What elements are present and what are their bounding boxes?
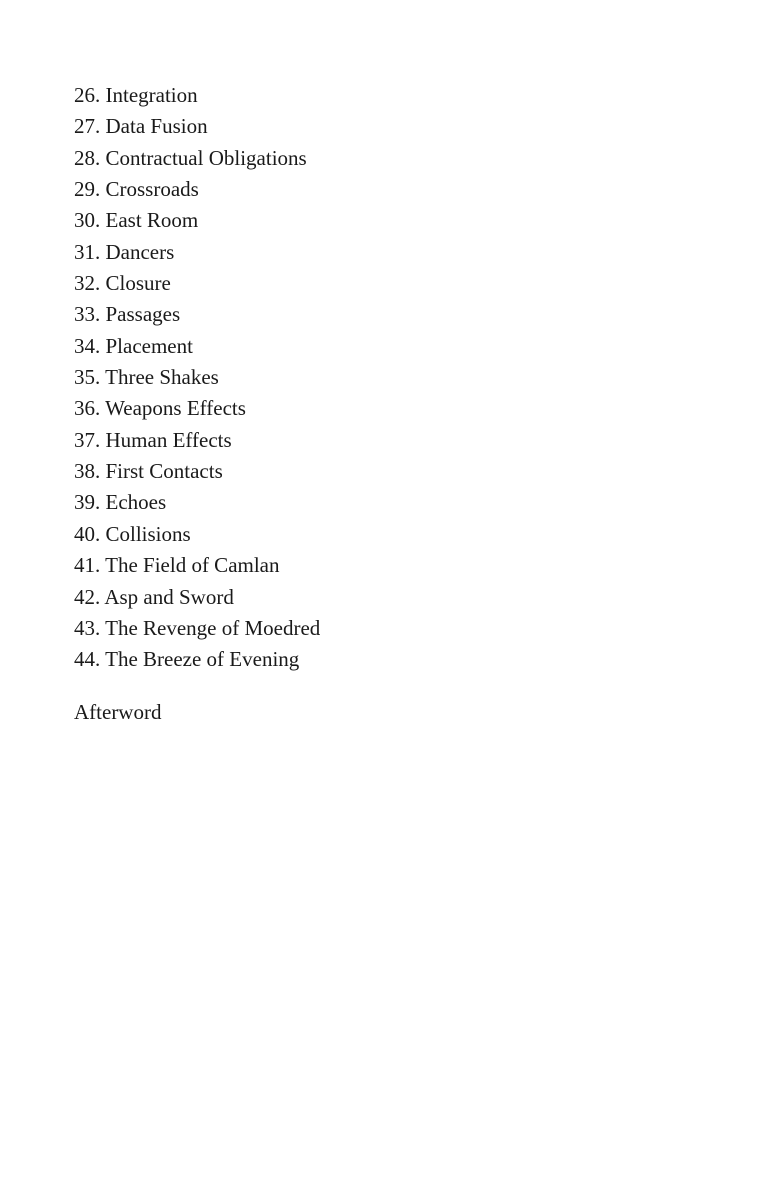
toc-entry: 27. Data Fusion [74, 114, 208, 139]
toc-entry: 26. Integration [74, 83, 198, 107]
toc-entry: 42. Asp and Sword [74, 584, 234, 609]
toc-entry: 38. First Contacts [74, 459, 223, 484]
toc-entry: 41. The Field of Camlan [74, 553, 280, 578]
toc-entry: 30. East Room [74, 208, 199, 233]
toc-entry: 44. The Breeze of Evening [74, 647, 300, 672]
toc-entry: 34. Placement [74, 333, 193, 358]
toc-entry: 28. Contractual Obligations [74, 145, 307, 170]
toc-entry: 40. Collisions [74, 521, 191, 546]
toc-entry: 35. Three Shakes [74, 365, 219, 390]
table-of-contents [74, 80, 320, 676]
toc-entry: 29. Crossroads [74, 177, 199, 202]
toc-entry: 31. Dancers [74, 239, 175, 264]
toc-entry: 43. The Revenge of Moedred [74, 615, 321, 640]
toc-entry: 36. Weapons Effects [74, 396, 246, 421]
toc-afterword: Afterword [74, 700, 162, 724]
toc-entry: 37. Human Effects [74, 427, 232, 452]
toc-entry: 39. Echoes [74, 490, 167, 515]
toc-entry: 33. Passages [74, 302, 181, 327]
toc-entry: 32. Closure [74, 271, 171, 296]
